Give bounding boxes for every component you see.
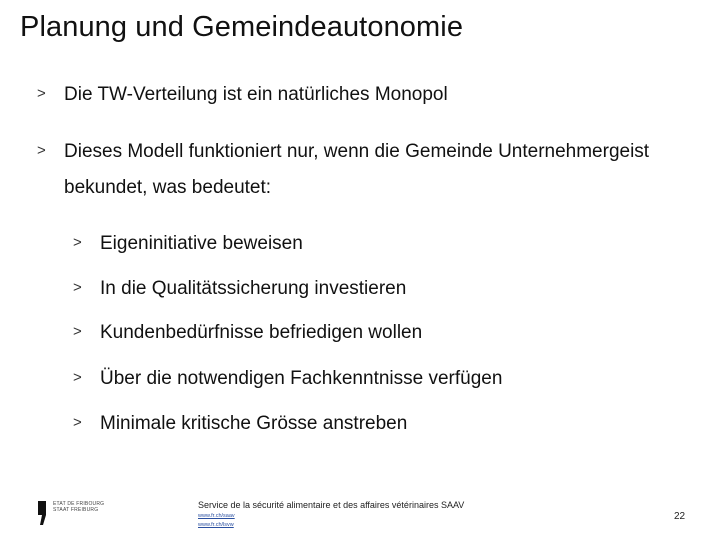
bullet-marker: > xyxy=(37,85,46,102)
bullet-text: Die TW-Verteilung ist ein natürliches Monopol xyxy=(64,84,448,105)
footer-links xyxy=(198,512,235,530)
canton-logo xyxy=(37,500,107,528)
bullet-text: Über die notwendigen Fachkenntnisse verfügen xyxy=(100,368,503,389)
bullet-text-line-1: Dieses Modell funktioniert nur, wenn die Gemeinde Unternehmergeist xyxy=(64,141,650,162)
bullet-marker: > xyxy=(73,234,82,251)
page-number: 22 xyxy=(674,511,686,522)
bullet-text: Eigeninitiative beweisen xyxy=(100,233,303,254)
bullet-marker: > xyxy=(73,369,82,386)
link-saav[interactable]: www.fr.ch/saav xyxy=(198,513,235,519)
link-lsvw[interactable]: www.fr.ch/lsvw xyxy=(198,522,234,528)
bullet-text: Kundenbedürfnisse befriedigen wollen xyxy=(100,322,423,343)
bullet-marker: > xyxy=(73,323,82,340)
slide-title: Planung und Gemeindeautonomie xyxy=(20,11,464,43)
service-name: Service de la sécurité alimentaire et des affaires vétérinaires SAAV xyxy=(198,500,465,510)
bullet-marker: > xyxy=(73,279,82,296)
logo-line-de: STAAT FREIBURG xyxy=(53,507,99,513)
bullet-marker: > xyxy=(37,142,46,159)
bullet-marker: > xyxy=(73,414,82,431)
bullet-text-line-2: bekundet, was bedeutet: xyxy=(64,177,272,198)
logo-line-fr: ETAT DE FRIBOURG xyxy=(53,501,105,507)
bullet-text: Minimale kritische Grösse anstreben xyxy=(100,413,408,434)
comma-logo-icon xyxy=(37,500,47,526)
logo-text xyxy=(53,501,104,513)
bullet-text: In die Qualitätssicherung investieren xyxy=(100,278,407,299)
